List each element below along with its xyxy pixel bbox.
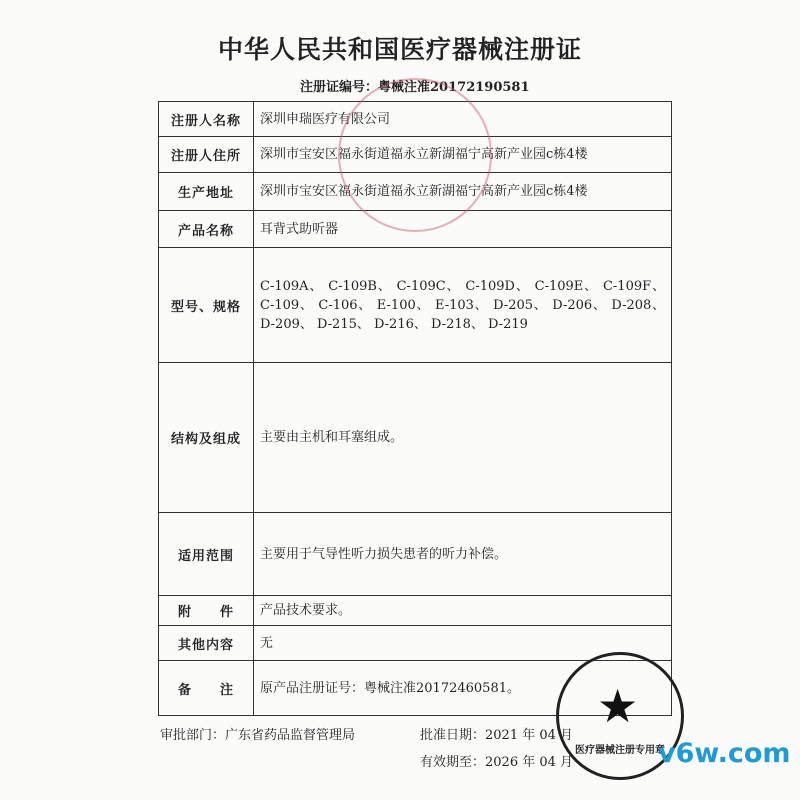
row-label: 附 件	[159, 596, 254, 626]
table-row	[159, 596, 672, 626]
star-icon: ★	[597, 679, 639, 733]
row-label: 适用范围	[159, 513, 254, 596]
table-row	[159, 626, 672, 661]
reg-number-value: 粤械注准20172190581	[378, 80, 530, 95]
row-value: 原产品注册证号：粤械注准20172460581。	[254, 661, 672, 716]
watermark: v6w.com	[658, 738, 791, 769]
row-label: 产品名称	[159, 211, 254, 248]
approval-department: 审批部门：广东省药品监督管理局	[160, 728, 356, 743]
row-value: 主要用于气导性听力损失患者的听力补偿。	[254, 513, 672, 596]
row-label: 注册人名称	[159, 102, 254, 137]
row-value: 耳背式助听器	[254, 211, 672, 248]
valid-until: 有效期至：2026 年 04 月	[420, 755, 574, 770]
row-value: 产品技术要求。	[254, 596, 672, 626]
row-value: 深圳申瑞医疗有限公司	[254, 102, 672, 137]
document-title: 中华人民共和国医疗器械注册证	[217, 35, 582, 64]
table-row	[159, 363, 672, 513]
row-value: 无	[254, 626, 672, 661]
table-row	[159, 513, 672, 596]
row-label: 其他内容	[159, 626, 254, 661]
row-label: 备 注	[159, 661, 254, 716]
row-label: 型号、规格	[159, 248, 254, 363]
seal-subtitle: 医疗器械注册专用章	[575, 745, 665, 756]
table-row	[159, 248, 672, 363]
row-value: 主要由主机和耳塞组成。	[254, 363, 672, 513]
row-value: C-109A、 C-109B、 C-109C、 C-109D、 C-109E、 C-109F、 C-109、 C-106、 E-100、 E-103、 D-205、 D-206、 D-208、 D-209、 D-215、 D-216、 D-218、 D-219	[254, 248, 672, 363]
row-label: 注册人住所	[159, 137, 254, 173]
company-seal	[338, 78, 492, 232]
row-label: 结构及组成	[159, 363, 254, 513]
row-label: 生产地址	[159, 173, 254, 211]
row-value: 深圳市宝安区福永街道福永立新湖福宁高新产业园c栋4楼	[254, 173, 672, 211]
approval-date: 批准日期：2021 年 04 月	[420, 728, 574, 743]
row-value: 深圳市宝安区福永街道福永立新湖福宁高新产业园c栋4楼	[254, 137, 672, 173]
reg-number-label: 注册证编号：	[300, 80, 379, 95]
